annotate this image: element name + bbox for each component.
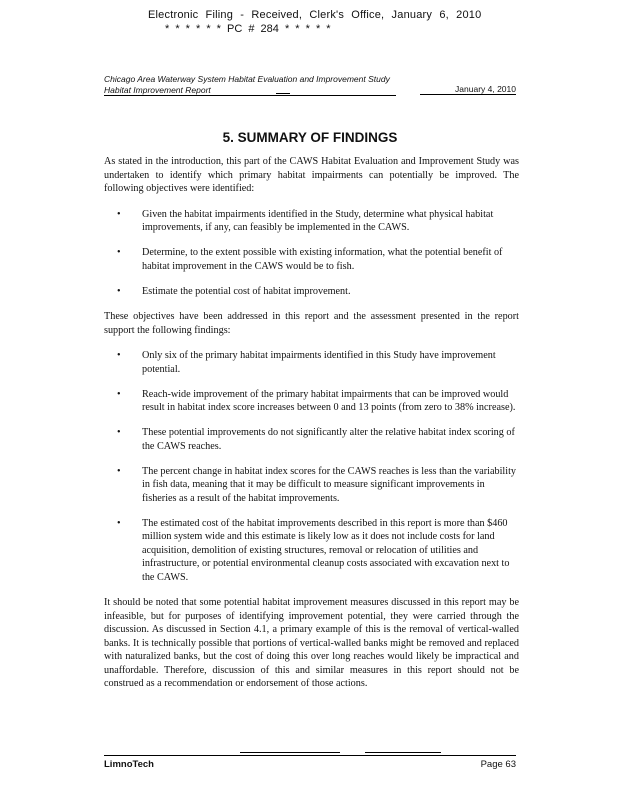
footer-page-number: Page 63 — [480, 759, 516, 770]
header-report-name: Habitat Improvement Report — [104, 85, 396, 96]
finding-item: • The estimated cost of the habitat improvements described in this report is more than $460 million system wide and this estimate is likely low as it does not include costs for land acquisition, demolition of existing structures, removal or relocation of utilities and infrastructure, or potential environmental cleanup costs associated with excavation next to the CAWS. — [104, 517, 519, 585]
section-title: 5. SUMMARY OF FINDINGS — [222, 130, 398, 145]
objective-item: • Estimate the potential cost of habitat improvement. — [104, 285, 519, 299]
intro-paragraph: As stated in the introduction, this part of the CAWS Habitat Evaluation and Improvement Study was undertaken to identify which primary habitat impairments can potentially be improved. The following objectives were identified: — [104, 156, 519, 194]
findings-list — [104, 349, 519, 584]
finding-item: • These potential improvements do not significantly alter the relative habitat index scoring of the CAWS reaches. — [104, 426, 519, 453]
filing-stamp: Electronic Filing - Received, Clerk's Office, January 6, 2010 — [148, 9, 482, 21]
footer-divider — [240, 752, 340, 753]
finding-item: • Reach-wide improvement of the primary habitat impairments that can be improved would result in habitat index score increases between 0 and 13 points (from zero to 38% increase). — [104, 388, 519, 415]
filing-stamp-pc-number: * * * * * * PC # 284 * * * * * — [165, 23, 331, 35]
header-mark — [276, 93, 290, 94]
header-date: January 4, 2010 — [420, 84, 516, 95]
objectives-list — [104, 208, 519, 299]
objective-item: • Given the habitat impairments identified in the Study, determine what physical habitat improvements, if any, can feasibly be implemented in the CAWS. — [104, 208, 519, 235]
finding-item: • Only six of the primary habitat impairments identified in this Study have improvement potential. — [104, 349, 519, 376]
report-body — [104, 155, 519, 703]
footer-rule — [104, 755, 516, 756]
objective-item: • Determine, to the extent possible with existing information, what the potential benefit of habitat improvement in the CAWS would be to fish. — [104, 246, 519, 273]
transition-paragraph: These objectives have been addressed in this report and the assessment presented in the report support the following findings: — [104, 311, 519, 336]
finding-item: • The percent change in habitat index scores for the CAWS reaches is less than the variability in fish data, meaning that it may be difficult to measure significant improvements in fisheries as a result of the habitat improvements. — [104, 465, 519, 506]
footer-divider — [365, 752, 441, 753]
closing-paragraph: It should be noted that some potential habitat improvement measures discussed in this report may be infeasible, but for purposes of identifying improvement potential, they were carried through the discussion. As discussed in Section 4.1, a primary example of this is the removal of vertical-walled banks. It is technically possible that portions of vertical-walled banks might be removed and replaced with naturalized banks, but the cost of doing this over long reaches would likely be impractical and unaffordable. Therefore, discussion of this and similar measures in this report should not be construed as a recommendation or endorsement of those actions. — [104, 597, 519, 689]
footer-company: LimnoTech — [104, 759, 154, 770]
header-study-title: Chicago Area Waterway System Habitat Evaluation and Improvement Study — [104, 74, 390, 84]
